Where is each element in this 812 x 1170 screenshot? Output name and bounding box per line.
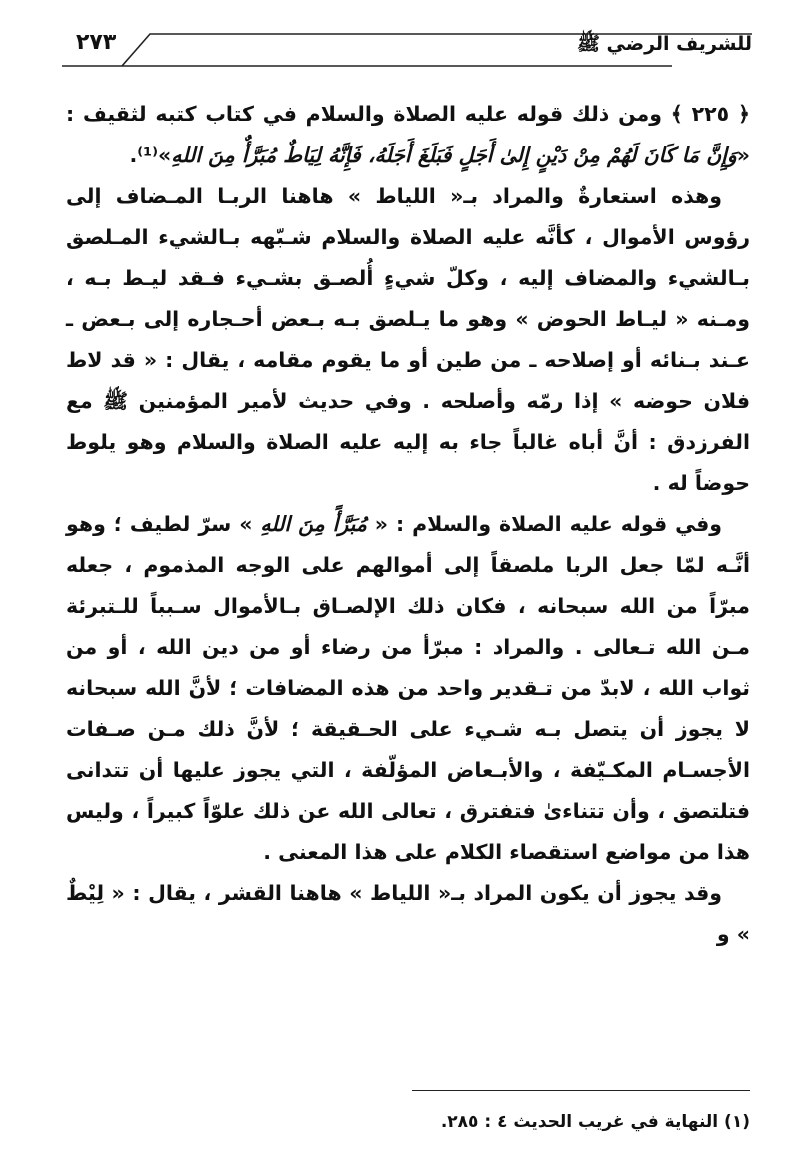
paragraph-start: وفي قوله عليه الصلاة والسلام : « <box>366 512 722 536</box>
paragraph-subtle-secret <box>66 504 750 873</box>
paragraph-explanation: وهذه استعارةٌ والمراد بـ« اللياط » هاهنا الربـا المـضاف إلى رؤوس الأموال ، كأنَّه عليه الصلاة والسلام شـبّهه بـالشيء المـلصق بـالشيء والمضاف إليه ، وكلّ شيءٍ أُلصـق بشـيء فـقد ليـط بـه ، ومـنه « ليـاط الحوض » وهو ما يـلصق بـه بـعض أحـجاره إلى بـعض ـ عـند بـنائه أو إصلاحه ـ من طين أو ما يقوم مقامه ، يقال : « قد لاط فلان حوضه » إذا رمّه وأصلحه . وفي حديث لأمير المؤمنين ﷺ مع الفرزدق : أنَّ أباه غالباً جاء به إليه عليه الصلاة والسلام وهو يلوط حوضاً له . <box>66 184 750 495</box>
paragraph-intro: ﴿ ٢٢٥ ﴾ ومن ذلك قوله عليه الصلاة والسلام في كتاب كتبه لثقيف : « <box>66 102 750 167</box>
page-number: ٢٧٣ <box>76 30 117 55</box>
hadith-quote: وَإِنَّ مَا كَانَ لَهُمْ مِنْ دَيْنٍ إِلىٰ أَجَلٍ فَبَلَغَ أَجَلَهُ، فَإِنَّهُ لِيَاطٌ مُبَرَّأٌ مِنَ اللهِ <box>171 143 737 167</box>
running-title: للشريف الرضي ﷺ <box>576 33 752 55</box>
page-body <box>66 94 750 955</box>
footnote-separator <box>412 1090 750 1091</box>
paragraph-alternative: وقد يجوز أن يكون المراد بـ« اللياط » هاهنا القشر ، يقال : « لِيْطٌ » و <box>66 881 750 946</box>
quoted-phrase: مُبَرَّأً مِنَ اللهِ <box>260 512 367 536</box>
paragraph-225 <box>66 94 750 176</box>
paragraph-rest: » سرّ لطيف ؛ وهو أنَّـه لمّا جعل الربا ملصقاً إلى أموالهم على الوجه المذموم ، جعله مبرّاً من الله سبحانه ، فكان ذلك الإلصـاق بـالأموال سـبباً للـتبرئة مـن الله تـعالى . والمراد : مبرّأ من رضاء أو من دين الله ، أو من ثواب الله ، لابدّ من تـقدير واحد من هذه المضافات ؛ لأنَّ الله سبحانه لا يجوز أن يتصل بـه شـيء على الحـقيقة ؛ لأنَّ ذلك مـن صـفات الأجسـام المكـيّفة ، والأبـعاض المؤلّفة ، التي يجوز عليها أن تتدانى فتلتصق ، وأن تتناءىٰ فتفترق ، تعالى الله عن ذلك علوّاً كبيراً ، وليس هذا من مواضع استقصاء الكلام على هذا المعنى . <box>66 512 750 864</box>
footnote: (١) النهاية في غريب الحديث ٤ : ٢٨٥. <box>440 1112 750 1132</box>
page-header <box>62 26 752 70</box>
footnote-ref: »⁽¹⁾. <box>129 143 172 167</box>
